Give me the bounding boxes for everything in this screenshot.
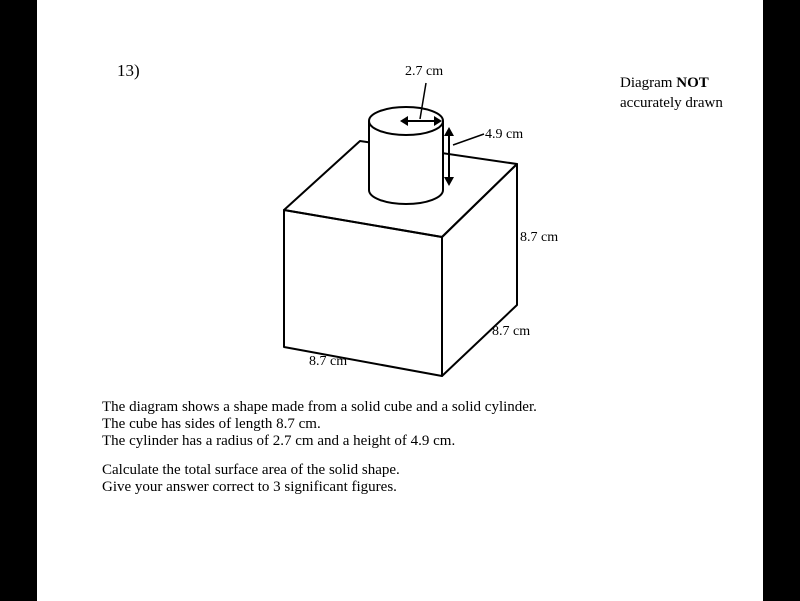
cube-width-label: 8.7 cm (309, 354, 348, 369)
question-paragraph-2 (102, 462, 537, 496)
question-number: 13) (117, 61, 140, 80)
cube-height-label: 8.7 cm (520, 230, 559, 245)
question-text (102, 399, 537, 508)
cyl-height-arrow-top-head (444, 127, 454, 136)
question-line: Give your answer correct to 3 significant figures. (102, 479, 397, 495)
cyl-height-arrow-bottom-head (444, 177, 454, 186)
radius-label: 2.7 cm (405, 64, 444, 79)
question-line: Calculate the total surface area of the solid shape. (102, 462, 400, 478)
question-line: The cube has sides of length 8.7 cm. (102, 416, 321, 432)
cube-depth-label: 8.7 cm (492, 324, 531, 339)
question-line: The diagram shows a shape made from a solid cube and a solid cylinder. (102, 399, 537, 415)
cube-front-face (284, 210, 442, 376)
cube-cylinder-diagram (37, 0, 763, 601)
cube-right-face (442, 164, 517, 376)
cyl-height-label: 4.9 cm (485, 127, 524, 142)
question-line: The cylinder has a radius of 2.7 cm and a height of 4.9 cm. (102, 433, 456, 449)
note-prefix: Diagram (620, 75, 677, 91)
cyl-height-leader-line (453, 134, 484, 145)
note-line2: accurately drawn (620, 95, 723, 111)
note-not: NOT (676, 75, 709, 91)
worksheet-page (37, 0, 763, 601)
question-paragraph-1 (102, 399, 537, 450)
